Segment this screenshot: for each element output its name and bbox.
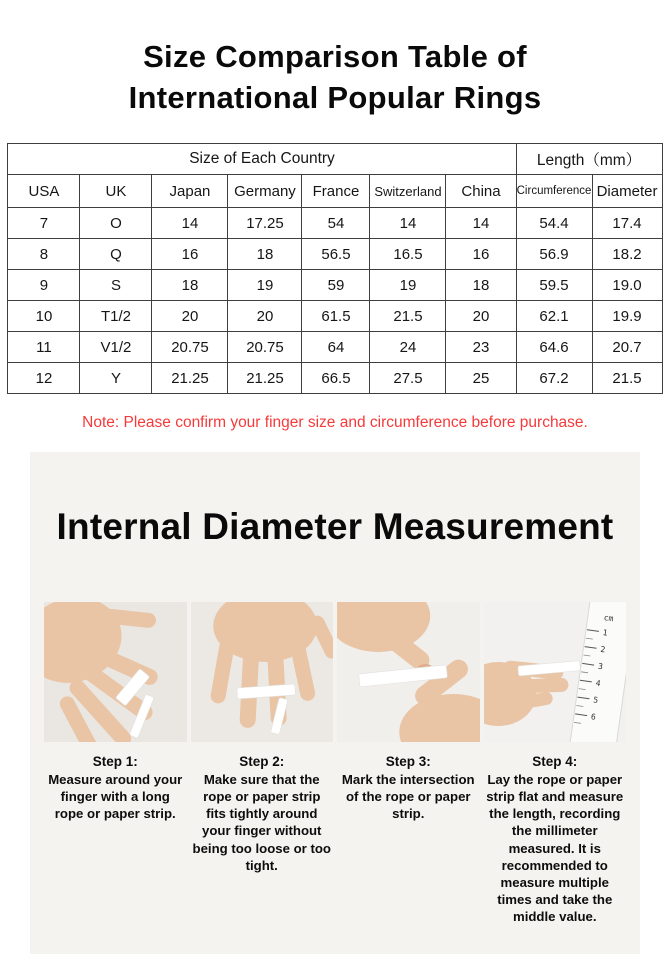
step-4-text: Lay the rope or paper strip flat and measure the length, recording the millimeter measured. It is recommended to measure multiple times and take the middle value. (486, 772, 624, 925)
size-table-body (8, 208, 662, 394)
table-cell: 62.1 (516, 301, 592, 332)
page-title-line-2: International Popular Rings (128, 80, 542, 115)
table-cell: 67.2 (516, 363, 592, 394)
table-cell: Q (80, 239, 152, 270)
col-switzerland: Switzerland (370, 175, 446, 208)
ruler-measure-illustration (484, 602, 627, 742)
step-4-photo (484, 602, 627, 742)
size-table (7, 143, 662, 394)
table-row (8, 270, 662, 301)
table-cell: 21.25 (152, 363, 228, 394)
col-japan: Japan (152, 175, 228, 208)
table-cell: Y (80, 363, 152, 394)
page-title-line-1: Size Comparison Table of (143, 39, 527, 74)
table-cell: 21.25 (228, 363, 302, 394)
table-cell: 20 (446, 301, 516, 332)
step-2-caption (191, 754, 334, 874)
col-circumference: Circumference (516, 175, 592, 208)
table-cell: 19 (228, 270, 302, 301)
table-cell: 27.5 (370, 363, 446, 394)
table-cell: 14 (446, 208, 516, 239)
step-2-label: Step 2: (239, 754, 285, 769)
page-title (0, 0, 670, 118)
table-cell: 19.9 (592, 301, 662, 332)
step-2-photo (191, 602, 334, 742)
col-uk: UK (80, 175, 152, 208)
table-cell: 17.25 (228, 208, 302, 239)
svg-text:4: 4 (594, 678, 601, 689)
table-cell: 66.5 (302, 363, 370, 394)
table-cell: 18.2 (592, 239, 662, 270)
measurement-steps (44, 602, 626, 925)
table-cell: 14 (152, 208, 228, 239)
svg-text:1: 1 (601, 628, 608, 638)
table-cell: 9 (8, 270, 80, 301)
col-germany: Germany (228, 175, 302, 208)
table-cell: 24 (370, 332, 446, 363)
table-cell: S (80, 270, 152, 301)
measure-step-2 (191, 602, 334, 925)
table-cell: 18 (446, 270, 516, 301)
table-cell: V1/2 (80, 332, 152, 363)
group-header-length: Length（mm） (516, 144, 662, 175)
table-cell: 7 (8, 208, 80, 239)
table-row (8, 239, 662, 270)
table-row (8, 301, 662, 332)
step-3-caption (337, 754, 480, 822)
measure-step-4 (484, 602, 627, 925)
table-group-header-row (8, 144, 662, 175)
svg-text:2: 2 (599, 644, 606, 655)
table-cell: 16 (152, 239, 228, 270)
table-cell: 54 (302, 208, 370, 239)
table-cell: 10 (8, 301, 80, 332)
hand-strip-fit-illustration (191, 602, 334, 742)
table-cell: 21.5 (370, 301, 446, 332)
table-cell: 19.0 (592, 270, 662, 301)
table-cell: 25 (446, 363, 516, 394)
table-cell: 64 (302, 332, 370, 363)
table-cell: 56.5 (302, 239, 370, 270)
table-row (8, 208, 662, 239)
table-cell: T1/2 (80, 301, 152, 332)
table-cell: 16 (446, 239, 516, 270)
step-3-text: Mark the intersection of the rope or paper strip. (341, 772, 475, 822)
col-france: France (302, 175, 370, 208)
step-1-caption (44, 754, 187, 822)
measure-step-1 (44, 602, 187, 925)
table-cell: O (80, 208, 152, 239)
table-cell: 20.75 (228, 332, 302, 363)
table-cell: 56.9 (516, 239, 592, 270)
svg-text:6: 6 (589, 712, 596, 722)
col-diameter: Diameter (592, 175, 662, 208)
ruler-unit-label: cm (602, 613, 614, 624)
step-1-text: Measure around your finger with a long rope or paper strip. (48, 772, 183, 822)
table-row (8, 332, 662, 363)
step-4-label: Step 4: (532, 754, 578, 769)
table-cell: 20 (228, 301, 302, 332)
measurement-section (30, 452, 640, 954)
step-4-caption (484, 754, 627, 925)
col-china: China (446, 175, 516, 208)
step-1-photo (44, 602, 187, 742)
table-cell: 18 (228, 239, 302, 270)
table-columns-row (8, 175, 662, 208)
table-cell: 20.7 (592, 332, 662, 363)
table-cell: 14 (370, 208, 446, 239)
table-cell: 64.6 (516, 332, 592, 363)
table-cell: 61.5 (302, 301, 370, 332)
table-cell: 12 (8, 363, 80, 394)
table-cell: 17.4 (592, 208, 662, 239)
pinch-mark-illustration (337, 602, 480, 742)
table-cell: 18 (152, 270, 228, 301)
step-1-label: Step 1: (92, 754, 138, 769)
step-2-text: Make sure that the rope or paper strip fits tightly around your finger without being too loose or too tight. (192, 772, 331, 873)
group-header-size: Size of Each Country (8, 144, 516, 175)
col-usa: USA (8, 175, 80, 208)
table-cell: 20 (152, 301, 228, 332)
table-cell: 16.5 (370, 239, 446, 270)
table-cell: 11 (8, 332, 80, 363)
purchase-note: Note: Please confirm your finger size and circumference before purchase. (82, 414, 588, 431)
step-3-label: Step 3: (385, 754, 431, 769)
table-cell: 8 (8, 239, 80, 270)
svg-text:5: 5 (592, 695, 599, 705)
step-3-photo (337, 602, 480, 742)
table-cell: 59 (302, 270, 370, 301)
table-cell: 54.4 (516, 208, 592, 239)
table-cell: 59.5 (516, 270, 592, 301)
section-title: Internal Diameter Measurement (56, 506, 614, 547)
measure-step-3 (337, 602, 480, 925)
table-cell: 21.5 (592, 363, 662, 394)
table-cell: 20.75 (152, 332, 228, 363)
table-row (8, 363, 662, 394)
hand-with-rope-illustration (44, 602, 187, 742)
table-cell: 23 (446, 332, 516, 363)
svg-text:3: 3 (596, 661, 603, 672)
table-cell: 19 (370, 270, 446, 301)
